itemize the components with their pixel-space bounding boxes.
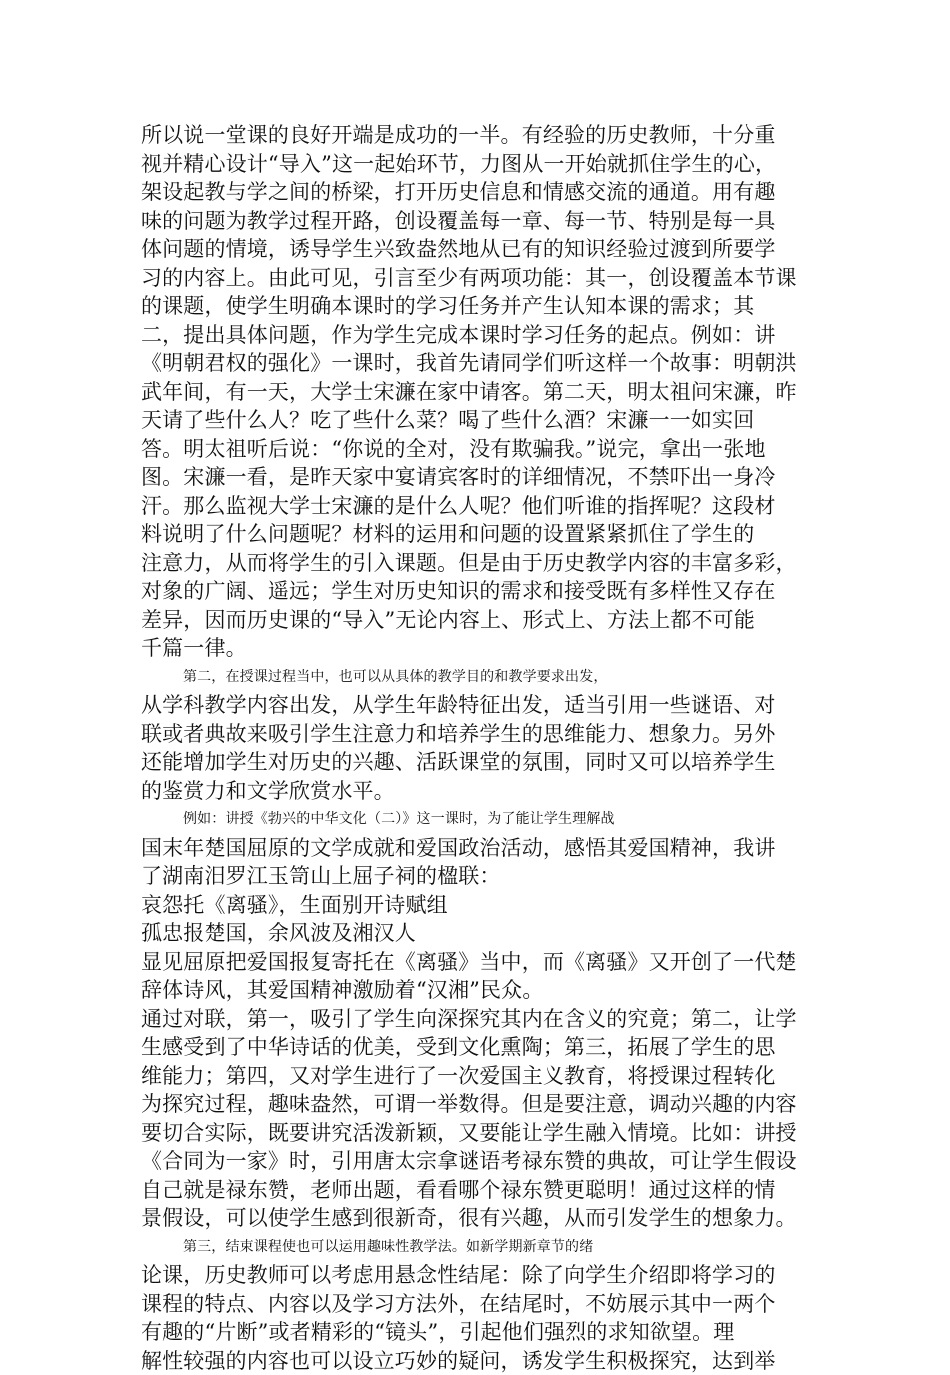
- text-line: 论课，历史教师可以考虑用悬念性结尾：除了向学生介绍即将学习的: [141, 1261, 811, 1290]
- text-line: 料说明了什么问题呢？材料的运用和问题的设置紧紧抓住了学生的: [141, 520, 811, 549]
- text-line: 第二，在授课过程当中，也可以从具体的教学目的和教学要求出发，: [141, 663, 811, 692]
- text-line: 视并精心设计“导入”这一起始环节，力图从一开始就抓住学生的心，: [141, 150, 811, 179]
- text-line: 注意力，从而将学生的引入课题。但是由于历史教学内容的丰富多彩，: [141, 549, 811, 578]
- text-line: 答。明太祖听后说：“你说的全对，没有欺骗我。”说完，拿出一张地: [141, 435, 811, 464]
- text-line: 例如：讲授《勃兴的中华文化（二）》这一课时，为了能让学生理解战: [141, 805, 811, 834]
- text-line: 天请了些什么人？吃了些什么菜？喝了些什么酒？宋濂一一如实回: [141, 406, 811, 435]
- text-line: 架设起教与学之间的桥梁，打开历史信息和情感交流的通道。用有趣: [141, 178, 811, 207]
- text-line: 为探究过程，趣味盎然，可谓一举数得。但是要注意，调动兴趣的内容: [141, 1090, 811, 1119]
- text-line: 通过对联，第一，吸引了学生向深探究其内在含义的究竟；第二，让学: [141, 1005, 811, 1034]
- text-line: 自己就是禄东赞，老师出题，看看哪个禄东赞更聪明！通过这样的情: [141, 1176, 811, 1205]
- text-line: 《明朝君权的强化》一课时，我首先请同学们听这样一个故事：明朝洪: [141, 349, 811, 378]
- text-line: 还能增加学生对历史的兴趣、活跃课堂的氛围，同时又可以培养学生: [141, 748, 811, 777]
- text-line: 所以说一堂课的良好开端是成功的一半。有经验的历史教师，十分重: [141, 121, 811, 150]
- text-line: 二，提出具体问题，作为学生完成本课时学习任务的起点。例如：讲: [141, 321, 811, 350]
- text-line: 武年间，有一天，大学士宋濂在家中请客。第二天，明太祖问宋濂，昨: [141, 378, 811, 407]
- text-line: 对象的广阔、遥远；学生对历史知识的需求和接受既有多样性又存在: [141, 577, 811, 606]
- text-line: 味的问题为教学过程开路，创设覆盖每一章、每一节、特别是每一具: [141, 207, 811, 236]
- text-line: 生感受到了中华诗话的优美，受到文化熏陶；第三，拓展了学生的思: [141, 1033, 811, 1062]
- text-line: 差异，因而历史课的“导入”无论内容上、形式上、方法上都不可能: [141, 606, 811, 635]
- text-line: 孤忠报楚国，余风波及湘汉人: [141, 919, 811, 948]
- text-line: 习的内容上。由此可见，引言至少有两项功能：其一，创设覆盖本节课: [141, 264, 811, 293]
- text-line: 维能力；第四，又对学生进行了一次爱国主义教育，将授课过程转化: [141, 1062, 811, 1091]
- text-line: 显见屈原把爱国报复寄托在《离骚》当中，而《离骚》又开创了一代楚: [141, 948, 811, 977]
- text-line: 了湖南汨罗江玉笥山上屈子祠的楹联：: [141, 862, 811, 891]
- text-line: 有趣的“片断”或者精彩的“镜头”，引起他们强烈的求知欲望。理: [141, 1318, 811, 1347]
- text-line: 国末年楚国屈原的文学成就和爱国政治活动，感悟其爱国精神，我讲: [141, 834, 811, 863]
- document-body: [141, 121, 811, 1375]
- text-line: 解性较强的内容也可以设立巧妙的疑问，诱发学生积极探究，达到举: [141, 1347, 811, 1375]
- text-line: 的鉴赏力和文学欣赏水平。: [141, 777, 811, 806]
- text-line: 景假设，可以使学生感到很新奇，很有兴趣，从而引发学生的想象力。: [141, 1204, 811, 1233]
- text-line: 汗。那么监视大学士宋濂的是什么人呢？他们听谁的指挥呢？这段材: [141, 492, 811, 521]
- text-line: 图。宋濂一看，是昨天家中宴请宾客时的详细情况，不禁吓出一身冷: [141, 463, 811, 492]
- text-line: 体问题的情境，诱导学生兴致盎然地从已有的知识经验过渡到所要学: [141, 235, 811, 264]
- text-line: 第三，结束课程使也可以运用趣味性教学法。如新学期新章节的绪: [141, 1233, 811, 1262]
- text-line: 课程的特点、内容以及学习方法外，在结尾时，不妨展示其中一两个: [141, 1290, 811, 1319]
- text-line: 辞体诗风，其爱国精神激励着“汉湘”民众。: [141, 976, 811, 1005]
- text-line: 千篇一律。: [141, 634, 811, 663]
- text-line: 《合同为一家》时，引用唐太宗拿谜语考禄东赞的典故，可让学生假设: [141, 1147, 811, 1176]
- text-line: 联或者典故来吸引学生注意力和培养学生的思维能力、想象力。另外: [141, 720, 811, 749]
- text-line: 要切合实际，既要讲究活泼新颖，又要能让学生融入情境。比如：讲授: [141, 1119, 811, 1148]
- text-line: 从学科教学内容出发，从学生年龄特征出发，适当引用一些谜语、对: [141, 691, 811, 720]
- text-line: 哀怨托《离骚》，生面别开诗赋组: [141, 891, 811, 920]
- text-line: 的课题，使学生明确本课时的学习任务并产生认知本课的需求；其: [141, 292, 811, 321]
